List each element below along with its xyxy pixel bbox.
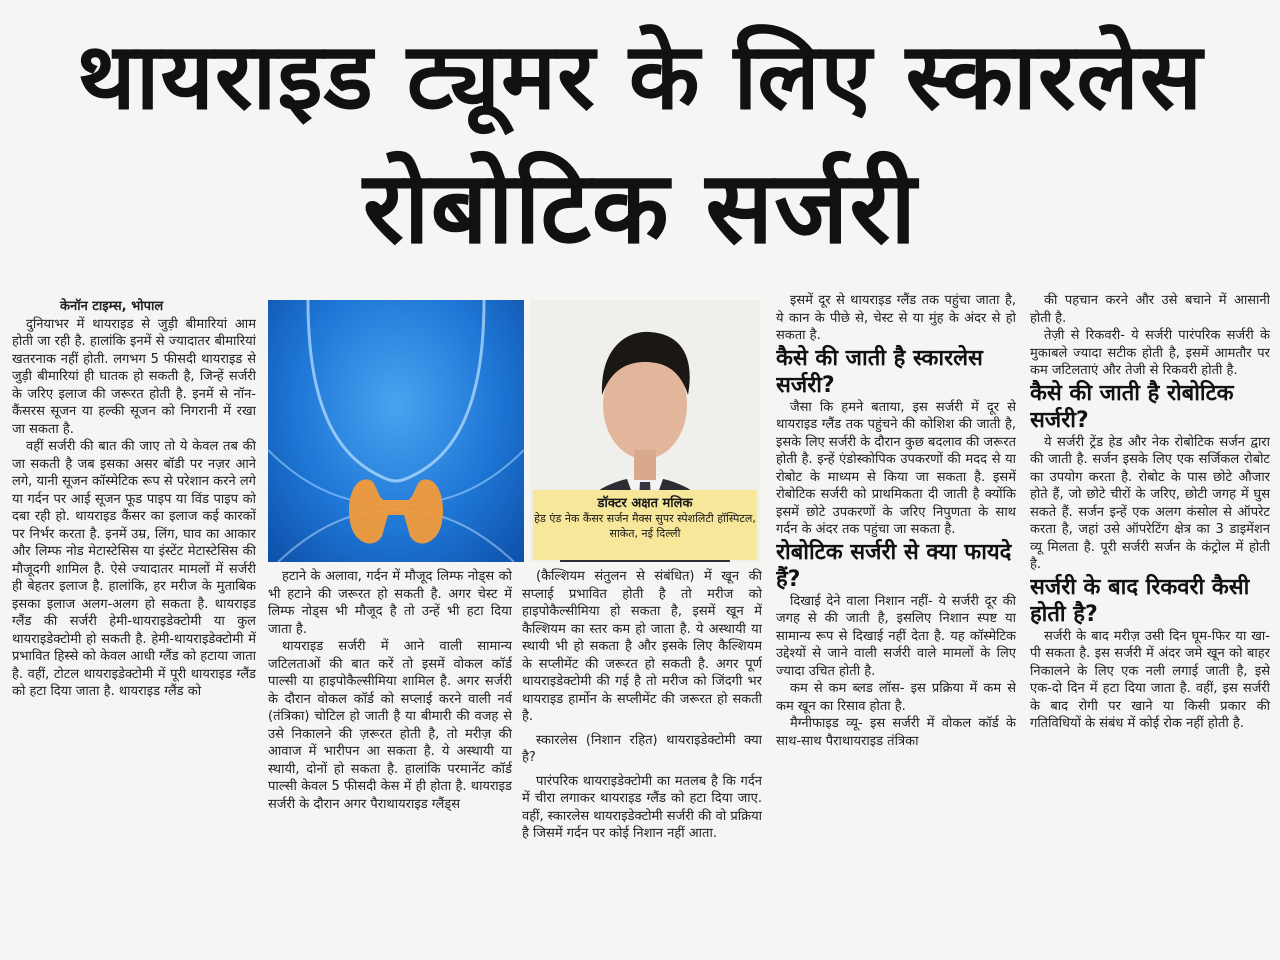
paragraph: (कैल्शियम संतुलन से संबंधित) में खून की सप्लाई प्रभावित होती है तो मरीज को हाइपोकैल्सीमिया हो सकता है, इसमें खून में कैल्शियम का स्तर कम हो जाता है. ये अस्थायी या स्थायी भी हो सकता है और इसके लिए कैल्शियम के सप्लीमेंट की जरूरत हो सकती है. अगर पूर्ण थायराइडेक्टोमी की गई है तो मरीज को जिंदगी भर थायराइड हार्मोन के सप्लीमेंट की जरूरत हो सकती है. <box>522 569 762 724</box>
paragraph: पारंपरिक थायराइडेक्टोमी का मतलब है कि गर्दन में चीरा लगाकर थायराइड ग्लैंड को हटा दिया जाए. वहीं, स्कारलेस थायराइडेक्टोमी सर्जरी की वो प्रक्रिया है जिसमें गर्दन पर कोई निशान नहीं आता. <box>522 773 762 841</box>
paragraph: वहीं सर्जरी की बात की जाए तो ये केवल तब की जा सकती है जब इसका असर बॉडी पर नज़र आने लगे, यानी सूजन कॉस्मेटिक रूप से परेशान करने लगे या गर्दन पर आई सूजन फूड पाइप या विंड पाइप को दबा रही हो. थायराइड कैंसर का इलाज कई कारकों पर निर्भर करता है. इनमें उम्र, लिंग, घाव का आकार और लिम्फ नोड मेटास्टेसिस या इंस्टेंट मेटास्टेसिस की मौजूदगी शामिल है. ऐसे ज्यादातर मामलों में सर्जरी ही बेहतर इलाज है. हालांकि, हर मरीज के मुताबिक इसका इलाज अलग-अलग हो सकता है. थायराइड ग्लैंड की सर्जरी हेमी-थायराइडेक्टोमी या कुल थायराइडेक्टोमी हो सकती है. हेमी-थायराइडेक्टोमी में प्रभावित हिस्से को केवल आधी ग्लैंड को हटाया जाता है. वहीं, टोटल थायराइडेक्टोमी में पूरी थायराइड ग्लैंड को हटा दिया जाता है. थायराइड ग्लैंड को <box>12 439 256 699</box>
paragraph: थायराइड सर्जरी में आने वाली सामान्य जटिलताओं की बात करें तो इसमें वोकल कॉर्ड पाल्सी या हाइपोकैल्सीमिया शामिल है. अगर सर्जरी के दौरान वोकल कॉर्ड को सप्लाई करने वाली नर्व (तंत्रिका) चोटिल हो जाती है या बीमारी की वजह से उसे निकालने की ज़रूरत होती है, तो मरीज़ की आवाज में भारीपन आ सकता है. ये अस्थायी या स्थायी, दोनों हो सकता है. हालांकि परमानेंट कॉर्ड पाल्सी केवल 5 फीसदी केस में ही होता है. थायराइड सर्जरी के दौरान अगर पैराथायराइड ग्लैंड्स <box>268 639 512 812</box>
subheading: सर्जरी के बाद रिकवरी कैसी होती है? <box>1030 574 1250 627</box>
subheading: कैसे की जाती है रोबोटिक सर्जरी? <box>1030 380 1234 433</box>
paragraph: की पहचान करने और उसे बचाने में आसानी होती है. <box>1030 293 1270 326</box>
byline: केनॉन टाइम्स, भोपाल <box>60 299 164 314</box>
headline-line-1: थायराइड ट्यूमर के लिए स्कारलेस <box>76 23 1204 130</box>
thyroid-illustration <box>268 300 524 562</box>
paragraph: दुनियाभर में थायराइड से जुड़ी बीमारियां आम होती जा रही है. हालांकि इनमें से ज्यादातर बीमारियां खतरनाक नहीं होती. लगभग 5 फीसदी थायराइड से जुड़ी बीमारियां ही घातक हो सकती है, जिन्हें सर्जरी के जरिए इलाज की जरूरत होती है. इनमें से नॉन-कैंसरस सूजन या हल्की सूजन को निगरानी में रखा जा सकता है. <box>12 316 256 437</box>
paragraph: इसमें दूर से थायराइड ग्लैंड तक पहुंचा जाता है, ये कान के पीछे से, चेस्ट से या मुंह के अंदर से हो सकता है. <box>776 293 1016 343</box>
subheading-inline: स्कारलेस (निशान रहित) थायराइडेक्टोमी क्या है? <box>522 732 762 765</box>
headline-line-2: रोबोटिक सर्जरी <box>362 149 918 266</box>
paragraph: कम से कम ब्लड लॉस- इस प्रक्रिया में कम से कम खून का रिसाव होता है. <box>776 681 1016 714</box>
paragraph: हटाने के अलावा, गर्दन में मौजूद लिम्फ नोड्स को भी हटाने की जरूरत हो सकती है. अगर चेस्ट में लिम्फ नोड्स भी मौजूद है तो उन्हें भी हटा दिया जाता है. <box>268 569 512 637</box>
article-column-1 <box>12 298 256 958</box>
article-column-5 <box>1030 292 1270 958</box>
subheading: रोबोटिक सर्जरी से क्या फायदे हैं? <box>776 539 1012 592</box>
article-column-3 <box>522 568 762 958</box>
paragraph: ये सर्जरी ट्रेंड हेड और नेक रोबोटिक सर्जन द्वारा की जाती है. सर्जन इसके लिए एक सर्जिकल रोबोट का उपयोग करता है. रोबोट के पास छोटे औजार होते हैं, जो छोटे चीरों के जरिए, छोटी जगह में घुस सकते हैं. सर्जन इन्हें एक अलग कंसोल से ऑपरेट करता है, जहां उसे ऑपरेटिंग क्षेत्र का 3 डाइमेंशन व्यू मिलता है. पूरी सर्जरी सर्जन के कंट्रोल में होती है. <box>1030 434 1270 572</box>
paragraph: दिखाई देने वाला निशान नहीं- ये सर्जरी दूर की जगह से की जाती है, इसलिए निशान स्पष्ट या सामान्य रूप से दिखाई नहीं देता है. यह कॉस्मेटिक उद्देश्यों से जाने वाली सर्जरी वाले मामलों के लिए ज्यादा उचित होती है. <box>776 593 1016 679</box>
subheading: कैसे की जाती है स्कारलेस सर्जरी? <box>776 345 983 398</box>
article-column-4 <box>776 292 1016 958</box>
paragraph: तेज़ी से रिकवरी- ये सर्जरी पारंपरिक सर्जरी के मुकाबले ज्यादा सटीक होती है, इसमें आमतौर पर कम जटिलताएं और तेजी से रिकवरी होती है. <box>1030 328 1270 378</box>
paragraph: मैग्नीफाइड व्यू- इस सर्जरी में वोकल कॉर्ड के साथ-साथ पैराथायराइड तंत्रिका <box>776 716 1016 749</box>
paragraph: जैसा कि हमने बताया, इस सर्जरी में दूर से थायराइड ग्लैंड तक पहुंचने की कोशिश की जाती है, इसके लिए सर्जरी के दौरान कुछ बदलाव की जरूरत होती है. इन्हें एंडोस्कोपिक उपकरणों की मदद से या रोबोट के माध्यम से किया जा सकता है. इसमें रोबोटिक सर्जरी को प्राथमिकता दी जाती है क्योंकि इसमें छोटे उपकरणों के जरिए निपुणता के साथ गर्दन के अंदर तक पहुंचा जा सकता है. <box>776 399 1016 537</box>
article-column-2 <box>268 568 512 958</box>
doctor-role: हेड एंड नेक कैंसर सर्जन मैक्स सुपर स्पेशलिटी हॉस्पिटल, साकेत, नई दिल्ली <box>534 512 756 540</box>
paragraph: सर्जरी के बाद मरीज़ उसी दिन घूम-फिर या खा-पी सकता है. इस सर्जरी में अंदर जमे खून को बाहर निकालने के लिए एक नली लगाई जाती है, इसे एक-दो दिन में हटा दिया जाता है. वहीं, इस सर्जरी के बाद रोगी पर खाने या किसी प्रकार की गतिविधियों के संबंध में कोई रोक नहीं होती है. <box>1030 628 1270 731</box>
doctor-name: डॉक्टर अक्षत मलिक <box>597 496 693 511</box>
photo-caption <box>533 490 757 560</box>
thyroid-gland-icon <box>349 479 443 543</box>
